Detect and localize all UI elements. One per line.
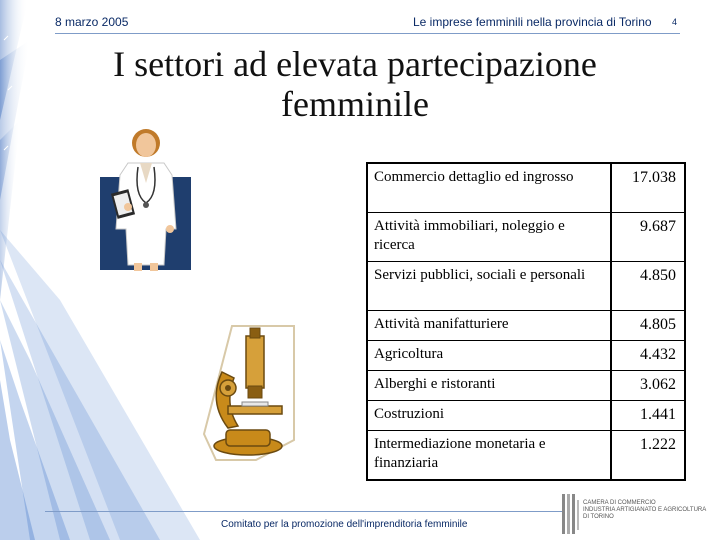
header-date: 8 marzo 2005 (55, 15, 129, 29)
logo-text: CAMERA DI COMMERCIO INDUSTRIA ARTIGIANATO E AGRICOLTURA DI TORINO (583, 500, 707, 520)
table-row (367, 401, 685, 431)
sector-label: Alberghi e ristoranti (367, 371, 611, 401)
doctor-clipart (98, 125, 193, 273)
sector-label: Attività immobiliari, noleggio e ricerca (367, 213, 611, 262)
sector-value: 1.441 (611, 401, 685, 431)
footer-divider (45, 511, 565, 512)
table-row (367, 431, 685, 481)
chamber-of-commerce-logo (560, 492, 710, 536)
footer-text: Comitato per la promozione dell'imprenditoria femminile (221, 519, 468, 530)
chamber-emblem-icon (560, 492, 580, 536)
table-row (367, 341, 685, 371)
sector-label: Servizi pubblici, sociali e personali (367, 262, 611, 311)
sector-label: Costruzioni (367, 401, 611, 431)
table-row (367, 262, 685, 311)
sector-label: Intermediazione monetaria e finanziaria (367, 431, 611, 481)
table-row (367, 311, 685, 341)
sector-value: 17.038 (611, 163, 685, 213)
page-number: 4 (672, 17, 678, 27)
sector-value: 4.805 (611, 311, 685, 341)
microscope-clipart (198, 322, 296, 464)
sector-label: Commercio dettaglio ed ingrosso (367, 163, 611, 213)
sector-value: 9.687 (611, 213, 685, 262)
sector-table (366, 162, 686, 481)
slide-title: I settori ad elevata partecipazione femminile (113, 44, 597, 124)
sector-label: Attività manifatturiere (367, 311, 611, 341)
sector-value: 1.222 (611, 431, 685, 481)
sector-value: 4.850 (611, 262, 685, 311)
sector-value: 3.062 (611, 371, 685, 401)
table-row (367, 213, 685, 262)
table-row (367, 371, 685, 401)
header-divider (55, 33, 680, 34)
table-row (367, 163, 685, 213)
sector-value: 4.432 (611, 341, 685, 371)
header-event-title: Le imprese femminili nella provincia di Torino (413, 15, 652, 29)
sector-label: Agricoltura (367, 341, 611, 371)
